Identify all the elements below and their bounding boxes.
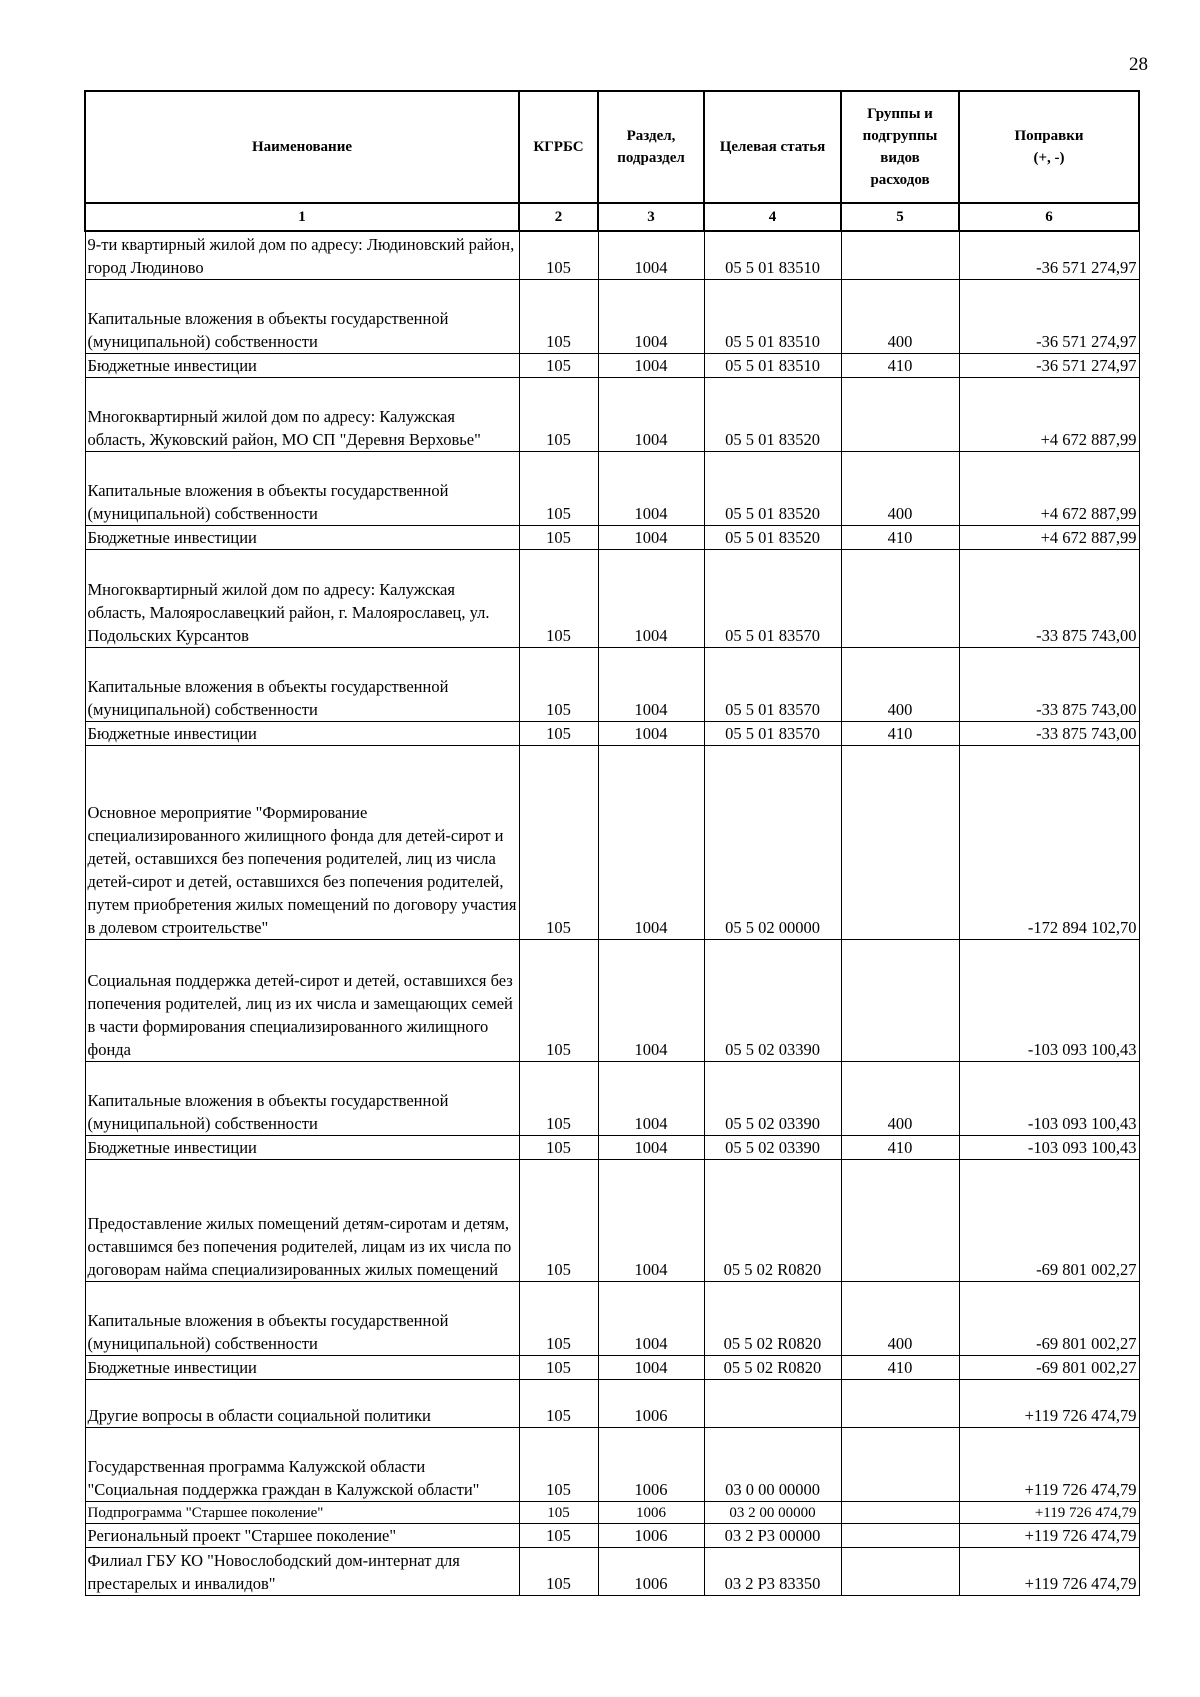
table-row [85,1281,1139,1355]
row-amendment-amount: -36 571 274,97 [959,279,1139,353]
column-number: 1 [85,203,519,231]
row-expense-group [841,1427,959,1501]
row-section: 1004 [598,451,704,525]
table-row [85,377,1139,451]
row-expense-group [841,1523,959,1547]
row-kgrbs: 105 [519,1547,598,1595]
row-kgrbs: 105 [519,451,598,525]
table-row [85,1427,1139,1501]
row-amendment-amount: +4 672 887,99 [959,451,1139,525]
row-expense-group [841,231,959,279]
row-expense-group: 400 [841,451,959,525]
table-row [85,745,1139,939]
row-kgrbs: 105 [519,549,598,647]
row-amendment-amount: +4 672 887,99 [959,377,1139,451]
row-name: Основное мероприятие "Формирование специализированного жилищного фонда для детей-сирот и детей, оставшихся без попечения родителей, лиц из числа детей-сирот и детей, оставшихся без попечения родителей, путем приобретения жилых помещений по договору участия в долевом строительстве" [85,745,519,939]
row-name: Филиал ГБУ КО "Новослободский дом-интернат для престарелых и инвалидов" [85,1547,519,1595]
row-target-article: 05 5 01 83520 [704,451,841,525]
row-target-article: 05 5 01 83510 [704,231,841,279]
row-section: 1006 [598,1427,704,1501]
row-name: Бюджетные инвестиции [85,721,519,745]
row-section: 1004 [598,279,704,353]
row-kgrbs: 105 [519,1379,598,1427]
row-kgrbs: 105 [519,745,598,939]
row-amendment-amount: +119 726 474,79 [959,1501,1139,1523]
row-amendment-amount: -33 875 743,00 [959,721,1139,745]
row-kgrbs: 105 [519,1427,598,1501]
row-section: 1004 [598,721,704,745]
row-target-article: 05 5 02 03390 [704,1135,841,1159]
column-number: 5 [841,203,959,231]
row-name: Бюджетные инвестиции [85,1355,519,1379]
row-name: 9-ти квартирный жилой дом по адресу: Людиновский район, город Людиново [85,231,519,279]
row-target-article: 05 5 02 R0820 [704,1159,841,1281]
row-kgrbs: 105 [519,1281,598,1355]
row-target-article: 03 2 00 00000 [704,1501,841,1523]
row-section: 1006 [598,1523,704,1547]
row-target-article: 05 5 01 83520 [704,377,841,451]
row-target-article: 05 5 02 03390 [704,939,841,1061]
column-number: 3 [598,203,704,231]
row-target-article: 05 5 01 83520 [704,525,841,549]
row-section: 1004 [598,1355,704,1379]
row-target-article: 05 5 02 R0820 [704,1355,841,1379]
row-kgrbs: 105 [519,279,598,353]
row-target-article: 05 5 02 03390 [704,1061,841,1135]
row-name: Капитальные вложения в объекты государственной (муниципальной) собственности [85,647,519,721]
row-expense-group [841,939,959,1061]
column-number: 6 [959,203,1139,231]
budget-amendments-table [84,90,1140,1596]
row-expense-group: 410 [841,1135,959,1159]
table-row [85,647,1139,721]
column-number: 2 [519,203,598,231]
row-kgrbs: 105 [519,353,598,377]
row-target-article: 05 5 01 83570 [704,647,841,721]
row-amendment-amount: -33 875 743,00 [959,647,1139,721]
row-amendment-amount: +4 672 887,99 [959,525,1139,549]
row-name: Капитальные вложения в объекты государственной (муниципальной) собственности [85,1061,519,1135]
row-target-article: 05 5 01 83510 [704,353,841,377]
row-kgrbs: 105 [519,231,598,279]
table-row [85,549,1139,647]
row-amendment-amount: -33 875 743,00 [959,549,1139,647]
row-name: Региональный проект "Старшее поколение" [85,1523,519,1547]
row-target-article: 05 5 01 83570 [704,721,841,745]
row-section: 1006 [598,1547,704,1595]
row-target-article: 05 5 01 83570 [704,549,841,647]
row-expense-group [841,1547,959,1595]
row-expense-group: 400 [841,279,959,353]
row-amendment-amount: -103 093 100,43 [959,1135,1139,1159]
row-kgrbs: 105 [519,647,598,721]
row-section: 1004 [598,647,704,721]
row-expense-group: 400 [841,1281,959,1355]
row-name: Государственная программа Калужской области "Социальная поддержка граждан в Калужской области" [85,1427,519,1501]
row-amendment-amount: -172 894 102,70 [959,745,1139,939]
table-row [85,1135,1139,1159]
row-kgrbs: 105 [519,1355,598,1379]
row-kgrbs: 105 [519,1135,598,1159]
row-kgrbs: 105 [519,1061,598,1135]
table-row [85,721,1139,745]
row-expense-group [841,1159,959,1281]
row-amendment-amount: -103 093 100,43 [959,939,1139,1061]
row-target-article: 05 5 02 00000 [704,745,841,939]
row-name: Капитальные вложения в объекты государственной (муниципальной) собственности [85,279,519,353]
row-section: 1006 [598,1501,704,1523]
header-name: Наименование [85,91,519,203]
row-section: 1004 [598,525,704,549]
row-expense-group: 410 [841,721,959,745]
row-section: 1004 [598,1135,704,1159]
row-expense-group [841,549,959,647]
row-target-article: 03 0 00 00000 [704,1427,841,1501]
row-target-article: 05 5 01 83510 [704,279,841,353]
row-name: Многоквартирный жилой дом по адресу: Калужская область, Малоярославецкий район, г. Малоярославец, ул. Подольских Курсантов [85,549,519,647]
row-kgrbs: 105 [519,939,598,1061]
row-section: 1004 [598,1281,704,1355]
table-row [85,525,1139,549]
row-amendment-amount: -103 093 100,43 [959,1061,1139,1135]
row-kgrbs: 105 [519,525,598,549]
row-name: Подпрограмма "Старшее поколение" [85,1501,519,1523]
table-row [85,1379,1139,1427]
row-expense-group: 410 [841,525,959,549]
table-row [85,1523,1139,1547]
row-name: Бюджетные инвестиции [85,525,519,549]
row-expense-group: 400 [841,1061,959,1135]
row-kgrbs: 105 [519,1523,598,1547]
table-row [85,1159,1139,1281]
table-row [85,451,1139,525]
row-name: Многоквартирный жилой дом по адресу: Калужская область, Жуковский район, МО СП "Деревня Верховье" [85,377,519,451]
row-amendment-amount: -69 801 002,27 [959,1355,1139,1379]
row-expense-group [841,1501,959,1523]
row-section: 1004 [598,353,704,377]
row-expense-group: 400 [841,647,959,721]
row-name: Другие вопросы в области социальной политики [85,1379,519,1427]
header-row [85,91,1139,203]
row-expense-group [841,377,959,451]
row-expense-group: 410 [841,353,959,377]
row-amendment-amount: +119 726 474,79 [959,1379,1139,1427]
row-amendment-amount: -69 801 002,27 [959,1159,1139,1281]
row-expense-group: 410 [841,1355,959,1379]
row-section: 1004 [598,1159,704,1281]
row-amendment-amount: +119 726 474,79 [959,1523,1139,1547]
column-number: 4 [704,203,841,231]
row-amendment-amount: +119 726 474,79 [959,1547,1139,1595]
row-amendment-amount: -36 571 274,97 [959,231,1139,279]
row-section: 1004 [598,549,704,647]
row-expense-group [841,1379,959,1427]
table-row [85,1547,1139,1595]
row-target-article: 03 2 P3 00000 [704,1523,841,1547]
table-row [85,1061,1139,1135]
header-groups: Группы и подгруппы видов расходов [841,91,959,203]
row-section: 1004 [598,1061,704,1135]
row-name: Бюджетные инвестиции [85,1135,519,1159]
row-kgrbs: 105 [519,721,598,745]
table-row [85,279,1139,353]
header-target: Целевая статья [704,91,841,203]
row-section: 1004 [598,377,704,451]
row-kgrbs: 105 [519,1159,598,1281]
row-target-article: 05 5 02 R0820 [704,1281,841,1355]
row-section: 1004 [598,939,704,1061]
table-row [85,1355,1139,1379]
row-amendment-amount: -69 801 002,27 [959,1281,1139,1355]
row-section: 1004 [598,745,704,939]
row-name: Бюджетные инвестиции [85,353,519,377]
row-expense-group [841,745,959,939]
row-target-article: 03 2 P3 83350 [704,1547,841,1595]
row-section: 1006 [598,1379,704,1427]
row-name: Предоставление жилых помещений детям-сиротам и детям, оставшимся без попечения родителей, лицам из их числа по договорам найма специализированных жилых помещений [85,1159,519,1281]
row-kgrbs: 105 [519,377,598,451]
row-section: 1004 [598,231,704,279]
row-name: Капитальные вложения в объекты государственной (муниципальной) собственности [85,451,519,525]
header-amendments: Поправки (+, -) [959,91,1139,203]
row-amendment-amount: +119 726 474,79 [959,1427,1139,1501]
row-name: Капитальные вложения в объекты государственной (муниципальной) собственности [85,1281,519,1355]
header-section: Раздел, подраздел [598,91,704,203]
row-name: Социальная поддержка детей-сирот и детей, оставшихся без попечения родителей, лиц из их числа и замещающих семей в части формирования специализированного жилищного фонда [85,939,519,1061]
page-number: 28 [1129,54,1148,75]
table-row [85,353,1139,377]
row-target-article [704,1379,841,1427]
column-number-row [85,203,1139,231]
table-row [85,1501,1139,1523]
header-kgrbs: КГРБС [519,91,598,203]
table-row [85,231,1139,279]
table-row [85,939,1139,1061]
row-kgrbs: 105 [519,1501,598,1523]
row-amendment-amount: -36 571 274,97 [959,353,1139,377]
